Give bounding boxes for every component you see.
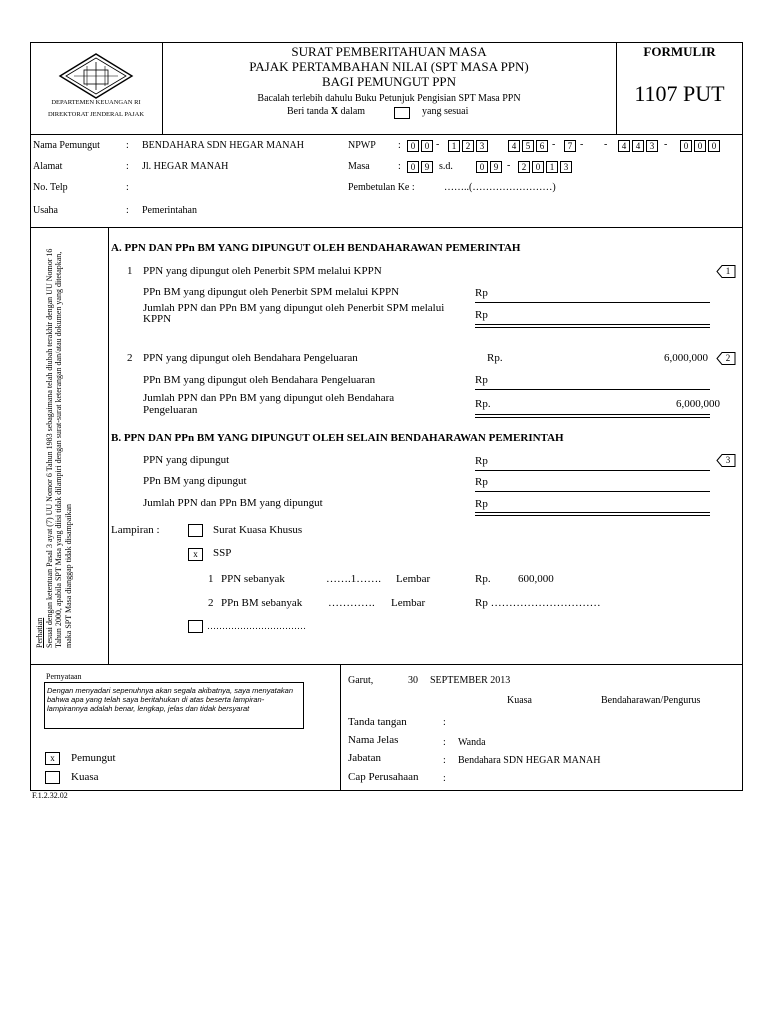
jabatan-value[interactable]: Bendahara SDN HEGAR MANAH [458, 755, 601, 766]
section-b-row1-rp: Rp [475, 455, 488, 467]
npwp-dash: - [436, 139, 440, 150]
usaha-value[interactable]: Pemerintahan [142, 205, 197, 216]
form-title-3: BAGI PEMUNGUT PPN [321, 74, 457, 89]
marker-3 [716, 454, 736, 467]
instruction-sample-box [394, 107, 410, 119]
npwp-digit[interactable]: 0 [407, 140, 419, 152]
instruction-line-1: Bacalah terlebih dahulu Buku Petunjuk Pengisian SPT Masa PPN [257, 93, 521, 104]
alamat-value[interactable]: Jl. HEGAR MANAH [142, 161, 229, 172]
section-a-row1c-double-underline [475, 327, 710, 328]
side-note-text: Sesuai dengan ketentuan Pasal 3 ayat (7) UU Nomor 6 Tahun 1983 sebagaimana telah diubah terakhir dengan UU Nomor 16 Tahun 2000, apabila SPT Masa yang diisi tidak dilampiri dengan surat-surat keterangan dan/atau dokumen yang ditetapkan, maka SPT Masa dianggap tidak disampaikan [44, 248, 73, 648]
side-note-title: Perhatian [35, 617, 44, 648]
npwp-dash: - [552, 139, 556, 150]
ssp-1-number: 1 [208, 573, 214, 585]
npwp-digit[interactable]: 1 [448, 140, 460, 152]
tanda-tangan-label: Tanda tangan [348, 716, 407, 728]
section-a-row1c-label: Jumlah PPN dan PPn BM yang dipungut oleh Penerbit SPM melalui KPPN [143, 302, 445, 325]
cap-perusahaan-label: Cap Perusahaan [348, 771, 419, 783]
nama-jelas-value[interactable]: Wanda [458, 737, 486, 748]
instruction-x: X [330, 106, 339, 117]
section-a-row2c-underline [475, 414, 710, 415]
section-a-row1b-rp: Rp [475, 287, 488, 299]
instruction-mid: dalam [340, 106, 366, 117]
marker-1-number: 1 [725, 266, 731, 276]
lampiran-item-2: SSP [213, 547, 232, 559]
masa-dash: - [507, 160, 511, 171]
section-a-row2-number: 2 [127, 352, 133, 364]
form-title-2: PAJAK PERTAMBAHAN NILAI (SPT MASA PPN) [249, 59, 529, 74]
npwp-digit[interactable]: 0 [694, 140, 706, 152]
jabatan-label: Jabatan [348, 752, 381, 764]
header-left-divider [162, 42, 163, 135]
footer-code: F.1.2.32.02 [32, 791, 68, 800]
body-bottom-divider [30, 664, 743, 665]
ministry-logo [56, 52, 136, 100]
signature-place: Garut, [348, 675, 374, 686]
section-b-row1-label: PPN yang dipungut [143, 454, 230, 466]
masa-label: Masa [348, 161, 370, 172]
section-a-row2c-label: Jumlah PPN dan PPn BM yang dipungut oleh Bendahara Pengeluaran [143, 392, 395, 416]
npwp-dash-after-4th-group: - [604, 139, 608, 150]
section-a-row2-rp: Rp. [487, 352, 503, 364]
pernyataan-divider [340, 664, 341, 791]
formulir-code: 1107 PUT [634, 81, 725, 106]
npwp-digit[interactable]: 3 [646, 140, 658, 152]
lampiran-item-1: Surat Kuasa Khusus [213, 524, 303, 536]
signature-bendahara: Bendaharawan/Pengurus [601, 695, 701, 706]
masa-year-digit[interactable]: 2 [518, 161, 530, 173]
pembetulan-value[interactable]: ……..(……………………) [444, 182, 556, 193]
marker-2-number: 2 [725, 353, 731, 363]
pernyataan-text: Dengan menyadari sepenuhnya akan segala akibatnya, saya menyatakan bahwa apa yang telah saya beritahukan di atas beserta lampiran-lampirannya adalah benar, lengkap, jelas dan tidak bersyarat [47, 686, 293, 713]
tanda-tangan-colon: : [443, 717, 446, 728]
npwp-digit[interactable]: 7 [564, 140, 576, 152]
kuasa-label: Kuasa [71, 771, 99, 783]
section-a-row2c-rp: Rp. [475, 398, 491, 410]
npwp-digit[interactable]: 6 [536, 140, 548, 152]
masa-year-digit[interactable]: 1 [546, 161, 558, 173]
garuda-emblem-icon [56, 52, 136, 100]
form-title-1: SURAT PEMBERITAHUAN MASA [291, 44, 487, 59]
ssp-1-label: PPN sebanyak [221, 573, 285, 585]
section-a-row1c-rp: Rp [475, 309, 488, 321]
npwp-label: NPWP [348, 140, 376, 151]
logo-line-1: DEPARTEMEN KEUANGAN RI [51, 99, 141, 106]
usaha-label: Usaha [33, 205, 58, 216]
alamat-label: Alamat [33, 161, 63, 172]
section-a-row2-value[interactable]: 6,000,000 [664, 352, 708, 364]
ssp-2-number: 2 [208, 597, 214, 609]
nama-value[interactable]: BENDAHARA SDN HEGAR MANAH [142, 140, 304, 151]
checkbox-ssp[interactable]: x [188, 548, 203, 561]
npwp-digit[interactable]: 0 [708, 140, 720, 152]
signature-day[interactable]: 30 [408, 675, 418, 686]
section-a-row1b-underline [475, 302, 710, 303]
marker-3-number: 3 [725, 455, 731, 465]
npwp-digit[interactable]: 0 [421, 140, 433, 152]
pemungut-label: Pemungut [71, 752, 116, 764]
npwp-digit[interactable]: 3 [476, 140, 488, 152]
logo-line-2: DIREKTORAT JENDERAL PAJAK [47, 111, 145, 118]
pembetulan-label: Pembetulan Ke : [348, 182, 415, 193]
npwp-field[interactable] [407, 140, 727, 152]
signature-month-year[interactable]: SEPTEMBER 2013 [430, 675, 511, 686]
side-note-divider [108, 227, 109, 664]
masa-from-digit[interactable]: 9 [421, 161, 433, 173]
ssp-1-unit: Lembar [396, 573, 431, 585]
lampiran-label: Lampiran : [111, 524, 160, 536]
section-b-row2-rp: Rp [475, 476, 488, 488]
npwp-colon: : [398, 140, 401, 151]
identity-bottom-divider [30, 227, 743, 228]
section-a-row1-number: 1 [127, 265, 133, 277]
marker-2 [716, 352, 736, 365]
ssp-1-rp: Rp. [475, 573, 491, 585]
header-bottom-divider [30, 134, 743, 135]
section-a-row2b-rp: Rp [475, 374, 488, 386]
section-b-row3-double-underline [475, 515, 710, 516]
section-a-row1c-underline [475, 324, 710, 325]
npwp-digit[interactable]: 4 [508, 140, 520, 152]
npwp-digit[interactable]: 0 [680, 140, 692, 152]
npwp-dash: - [664, 139, 668, 150]
nama-label: Nama Pemungut [33, 140, 100, 151]
checkbox-kuasa[interactable] [45, 771, 60, 784]
section-a-row2b-underline [475, 389, 710, 390]
nama-jelas-colon: : [443, 737, 446, 748]
section-a-row2c-value[interactable]: 6,000,000 [676, 398, 720, 410]
instruction-post: yang sesuai [422, 106, 469, 117]
section-b-row2-underline [475, 491, 710, 492]
npwp-digit[interactable]: 4 [618, 140, 630, 152]
section-a-row1b-label: PPn BM yang dipungut oleh Penerbit SPM melalui KPPN [143, 286, 400, 298]
section-b-row3-label: Jumlah PPN dan PPn BM yang dipungut [143, 497, 323, 509]
formulir-label: FORMULIR [643, 44, 716, 59]
section-a-row2c-double-underline [475, 417, 710, 418]
telp-label: No. Telp [33, 182, 68, 193]
instruction-line-2 [287, 106, 365, 117]
cap-perusahaan-colon: : [443, 773, 446, 784]
telp-colon: : [126, 182, 129, 193]
checkbox-surat-kuasa[interactable] [188, 524, 203, 537]
masa-colon: : [398, 161, 401, 172]
section-b-row3-rp: Rp [475, 498, 488, 510]
checkbox-pemungut[interactable]: x [45, 752, 60, 765]
section-a-row1-label: PPN yang dipungut oleh Penerbit SPM melalui KPPN [143, 265, 382, 277]
ssp-2-label: PPn BM sebanyak [221, 597, 303, 609]
npwp-digit[interactable]: 4 [632, 140, 644, 152]
npwp-digit[interactable]: 5 [522, 140, 534, 152]
lampiran-item-3[interactable]: …………………………… [207, 621, 306, 631]
pernyataan-title: Pernyataan [46, 672, 82, 681]
ssp-1-value[interactable]: 600,000 [518, 573, 554, 585]
section-a-row2b-label: PPn BM yang dipungut oleh Bendahara Pengeluaran [143, 374, 376, 386]
ssp-2-unit: Lembar [391, 597, 426, 609]
marker-1 [716, 265, 736, 278]
masa-sd: s.d. [439, 161, 453, 172]
masa-to-digit[interactable]: 0 [476, 161, 488, 173]
section-b-row2-label: PPn BM yang dipungut [143, 475, 247, 487]
section-a-row2-label: PPN yang dipungut oleh Bendahara Pengeluaran [143, 352, 358, 364]
signature-kuasa: Kuasa [507, 695, 532, 706]
nama-jelas-label: Nama Jelas [348, 734, 399, 746]
npwp-dash: - [580, 139, 584, 150]
side-note [35, 248, 95, 648]
npwp-digit[interactable]: 2 [462, 140, 474, 152]
section-a-title: A. PPN DAN PPn BM YANG DIPUNGUT OLEH BENDAHARAWAN PEMERINTAH [111, 242, 521, 254]
instruction-pre: Beri tanda [287, 106, 329, 117]
section-b-row3-underline [475, 512, 710, 513]
masa-from-digit[interactable]: 0 [407, 161, 419, 173]
section-b-title: B. PPN DAN PPn BM YANG DIPUNGUT OLEH SELAIN BENDAHARAWAN PEMERINTAH [111, 432, 564, 444]
ssp-2-count[interactable]: …………. [328, 597, 375, 609]
masa-year-digit[interactable]: 0 [532, 161, 544, 173]
jabatan-colon: : [443, 755, 446, 766]
masa-field[interactable] [407, 161, 577, 173]
usaha-colon: : [126, 205, 129, 216]
masa-to-digit[interactable]: 9 [490, 161, 502, 173]
section-b-row1-underline [475, 470, 710, 471]
alamat-colon: : [126, 161, 129, 172]
checkbox-other[interactable] [188, 620, 203, 633]
nama-colon: : [126, 140, 129, 151]
ssp-2-rp[interactable]: Rp ………………………… [475, 597, 601, 609]
ssp-1-count[interactable]: …….1……. [326, 573, 381, 585]
masa-year-digit[interactable]: 3 [560, 161, 572, 173]
